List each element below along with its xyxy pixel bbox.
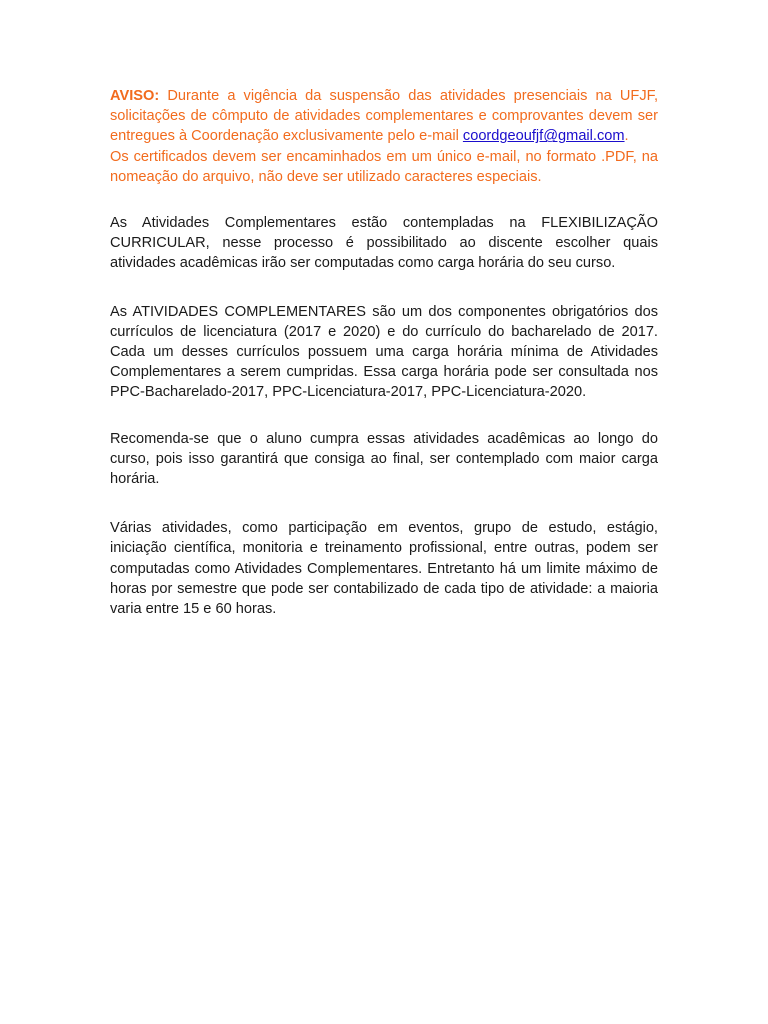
- notice-certificates-text: Os certificados devem ser encaminhados em um único e-mail, no formato .PDF, na nomeação do arquivo, não deve ser utilizado caracteres especiais.: [110, 148, 658, 185]
- paragraph-flexibilizacao: As Atividades Complementares estão contempladas na FLEXIBILIZAÇÃO CURRICULAR, nesse processo é possibilitado ao discente escolher quais atividades acadêmicas irão ser computadas como carga horária do seu curso.: [110, 215, 658, 272]
- notice-period: .: [624, 128, 629, 145]
- paragraph-componentes: As ATIVIDADES COMPLEMENTARES são um dos componentes obrigatórios dos currículos de licenciatura (2017 e 2020) e do currículo do bacharelado de 2017. Cada um desses currículos possuem uma carga horária mínima de Atividades Complementares a serem cumpridas. Essa carga horária pode ser consultada nos PPC-Bacharelado-2017, PPC-Licenciatura-2017, PPC-Licenciatura-2020.: [110, 303, 658, 401]
- notice-text: Durante a vigência da suspensão das atividades presenciais na UFJF, solicitações de cômputo de atividades complementares e comprovantes devem ser entregues à Coordenação exclusivamente pelo e-mail: [110, 88, 658, 145]
- notice-label: AVISO:: [110, 88, 160, 104]
- paragraph-recomendacao: Recomenda-se que o aluno cumpra essas atividades acadêmicas ao longo do curso, pois isso garantirá que consiga ao final, ser contemplado com maior carga horária.: [110, 430, 658, 488]
- paragraph-atividades: Várias atividades, como participação em eventos, grupo de estudo, estágio, iniciação científica, monitoria e treinamento profissional, entre outras, podem ser computadas como Atividades Complementares. Entretanto há um limite máximo de horas por semestre que pode ser contabilizado de cada tipo de atividade: a maioria varia entre 15 e 60 horas.: [110, 520, 658, 618]
- notice-paragraph: [110, 86, 658, 187]
- email-link[interactable]: coordgeoufjf@gmail.com: [462, 128, 625, 145]
- document-body: [110, 86, 658, 619]
